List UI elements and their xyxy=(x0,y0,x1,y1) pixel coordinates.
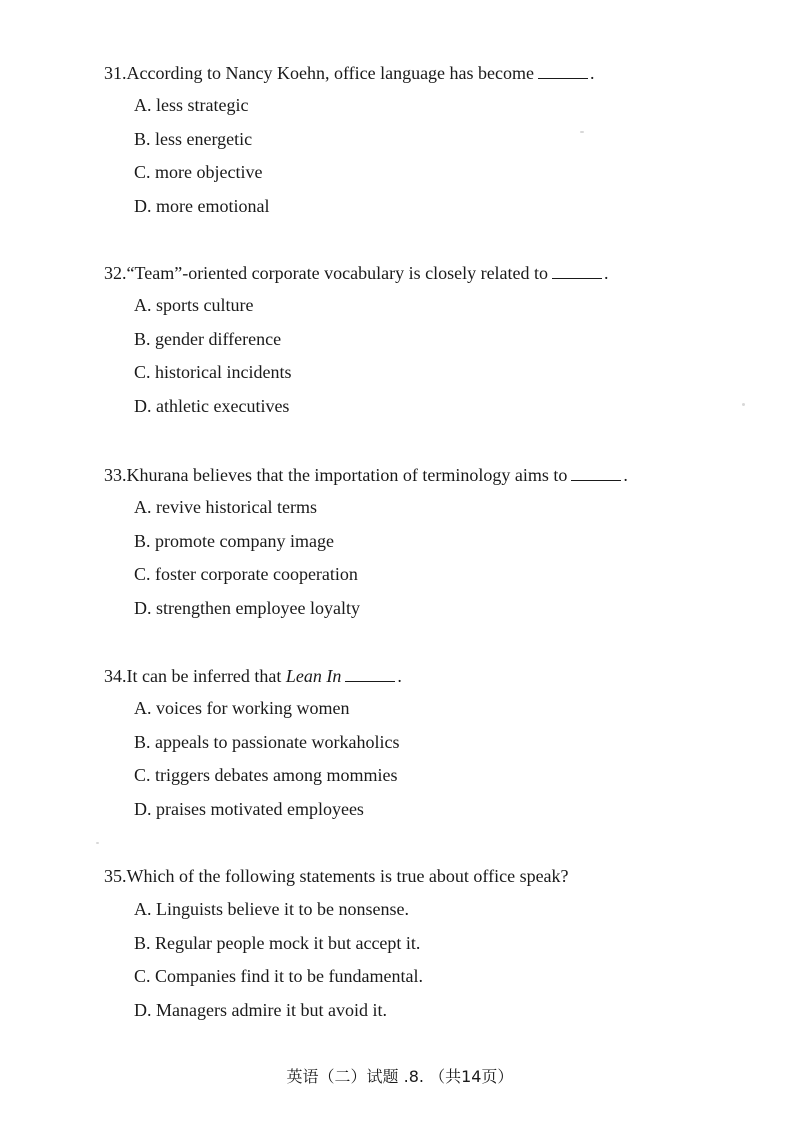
stem-text: It can be inferred that xyxy=(126,666,282,686)
option-b xyxy=(134,730,764,754)
question-number: 33. xyxy=(104,465,127,485)
option-a xyxy=(134,696,764,720)
stem-text: “Team”-oriented corporate vocabulary is closely related to xyxy=(126,263,549,283)
option-letter: C. xyxy=(134,966,151,986)
option-a xyxy=(134,293,764,317)
option-c xyxy=(134,964,764,988)
answer-blank xyxy=(538,60,588,79)
option-text: more emotional xyxy=(156,195,270,216)
option-letter: A. xyxy=(134,295,152,315)
question-stem xyxy=(104,663,764,687)
answer-blank xyxy=(571,462,621,481)
option-letter: A. xyxy=(134,899,152,919)
option-text: revive historical terms xyxy=(156,497,317,517)
option-letter: B. xyxy=(134,731,151,752)
page-footer: 英语（二）试题 .8. （共14页） xyxy=(286,1067,514,1086)
option-d xyxy=(134,394,764,418)
question-number: 31. xyxy=(104,63,127,83)
option-text: Companies find it to be fundamental. xyxy=(155,966,423,986)
stem-end: . xyxy=(590,63,595,83)
option-text: voices for working women xyxy=(156,698,350,718)
option-letter: B. xyxy=(134,932,151,953)
option-c xyxy=(134,160,764,184)
answer-blank xyxy=(345,663,395,682)
option-c xyxy=(134,562,764,586)
option-letter: C. xyxy=(134,162,151,182)
stem-end: . xyxy=(397,666,402,686)
option-a xyxy=(134,93,764,117)
option-text: less energetic xyxy=(155,128,253,149)
option-text: historical incidents xyxy=(155,362,292,382)
stem-end: . xyxy=(604,263,609,283)
option-text: more objective xyxy=(155,162,263,182)
option-c xyxy=(134,360,764,384)
question-number: 34. xyxy=(104,666,127,686)
option-text: sports culture xyxy=(156,295,254,315)
question-31 xyxy=(104,60,764,227)
option-letter: C. xyxy=(134,765,151,785)
option-d xyxy=(134,194,764,218)
scan-speck xyxy=(580,131,584,133)
option-text: less strategic xyxy=(156,95,249,115)
options-list xyxy=(134,93,764,218)
stem-text: According to Nancy Koehn, office language has become xyxy=(126,63,535,83)
option-b xyxy=(134,931,764,955)
options-list xyxy=(134,293,764,418)
option-text: appeals to passionate workaholics xyxy=(155,731,400,752)
options-list xyxy=(134,897,764,1022)
stem-text: Which of the following statements is true about office speak? xyxy=(126,866,569,886)
question-35 xyxy=(104,864,764,1031)
option-letter: B. xyxy=(134,328,151,349)
question-33 xyxy=(104,462,764,629)
question-34 xyxy=(104,663,764,830)
option-c xyxy=(134,763,764,787)
stem-end: . xyxy=(623,465,628,485)
option-b xyxy=(134,327,764,351)
option-text: strengthen employee loyalty xyxy=(156,597,360,618)
option-letter: D. xyxy=(134,798,152,819)
option-a xyxy=(134,897,764,921)
option-text: praises motivated employees xyxy=(156,798,364,819)
question-stem xyxy=(104,864,764,888)
option-text: athletic executives xyxy=(156,395,290,416)
option-d xyxy=(134,596,764,620)
option-letter: A. xyxy=(134,95,152,115)
question-number: 35. xyxy=(104,866,127,886)
option-text: Managers admire it but avoid it. xyxy=(156,999,387,1020)
option-text: Linguists believe it to be nonsense. xyxy=(156,899,409,919)
option-letter: D. xyxy=(134,999,152,1020)
option-b xyxy=(134,127,764,151)
option-text: foster corporate cooperation xyxy=(155,564,358,584)
option-text: triggers debates among mommies xyxy=(155,765,398,785)
option-text: gender difference xyxy=(155,328,282,349)
option-letter: D. xyxy=(134,597,152,618)
option-text: promote company image xyxy=(155,530,334,551)
question-stem xyxy=(104,60,764,84)
option-letter: C. xyxy=(134,362,151,382)
option-d xyxy=(134,797,764,821)
book-title: Lean In xyxy=(285,666,342,686)
option-letter: A. xyxy=(134,698,152,718)
answer-blank xyxy=(552,260,602,279)
question-number: 32. xyxy=(104,263,127,283)
question-stem xyxy=(104,462,764,486)
option-letter: A. xyxy=(134,497,152,517)
question-32 xyxy=(104,260,764,427)
option-d xyxy=(134,998,764,1022)
scan-speck xyxy=(96,842,99,844)
option-letter: B. xyxy=(134,128,151,149)
option-letter: D. xyxy=(134,195,152,216)
option-letter: C. xyxy=(134,564,151,584)
option-letter: D. xyxy=(134,395,152,416)
option-text: Regular people mock it but accept it. xyxy=(155,932,421,953)
options-list xyxy=(134,696,764,821)
scan-speck xyxy=(742,403,745,406)
option-a xyxy=(134,495,764,519)
stem-text: Khurana believes that the importation of terminology aims to xyxy=(126,465,568,485)
option-b xyxy=(134,529,764,553)
option-letter: B. xyxy=(134,530,151,551)
options-list xyxy=(134,495,764,620)
question-stem xyxy=(104,260,764,284)
